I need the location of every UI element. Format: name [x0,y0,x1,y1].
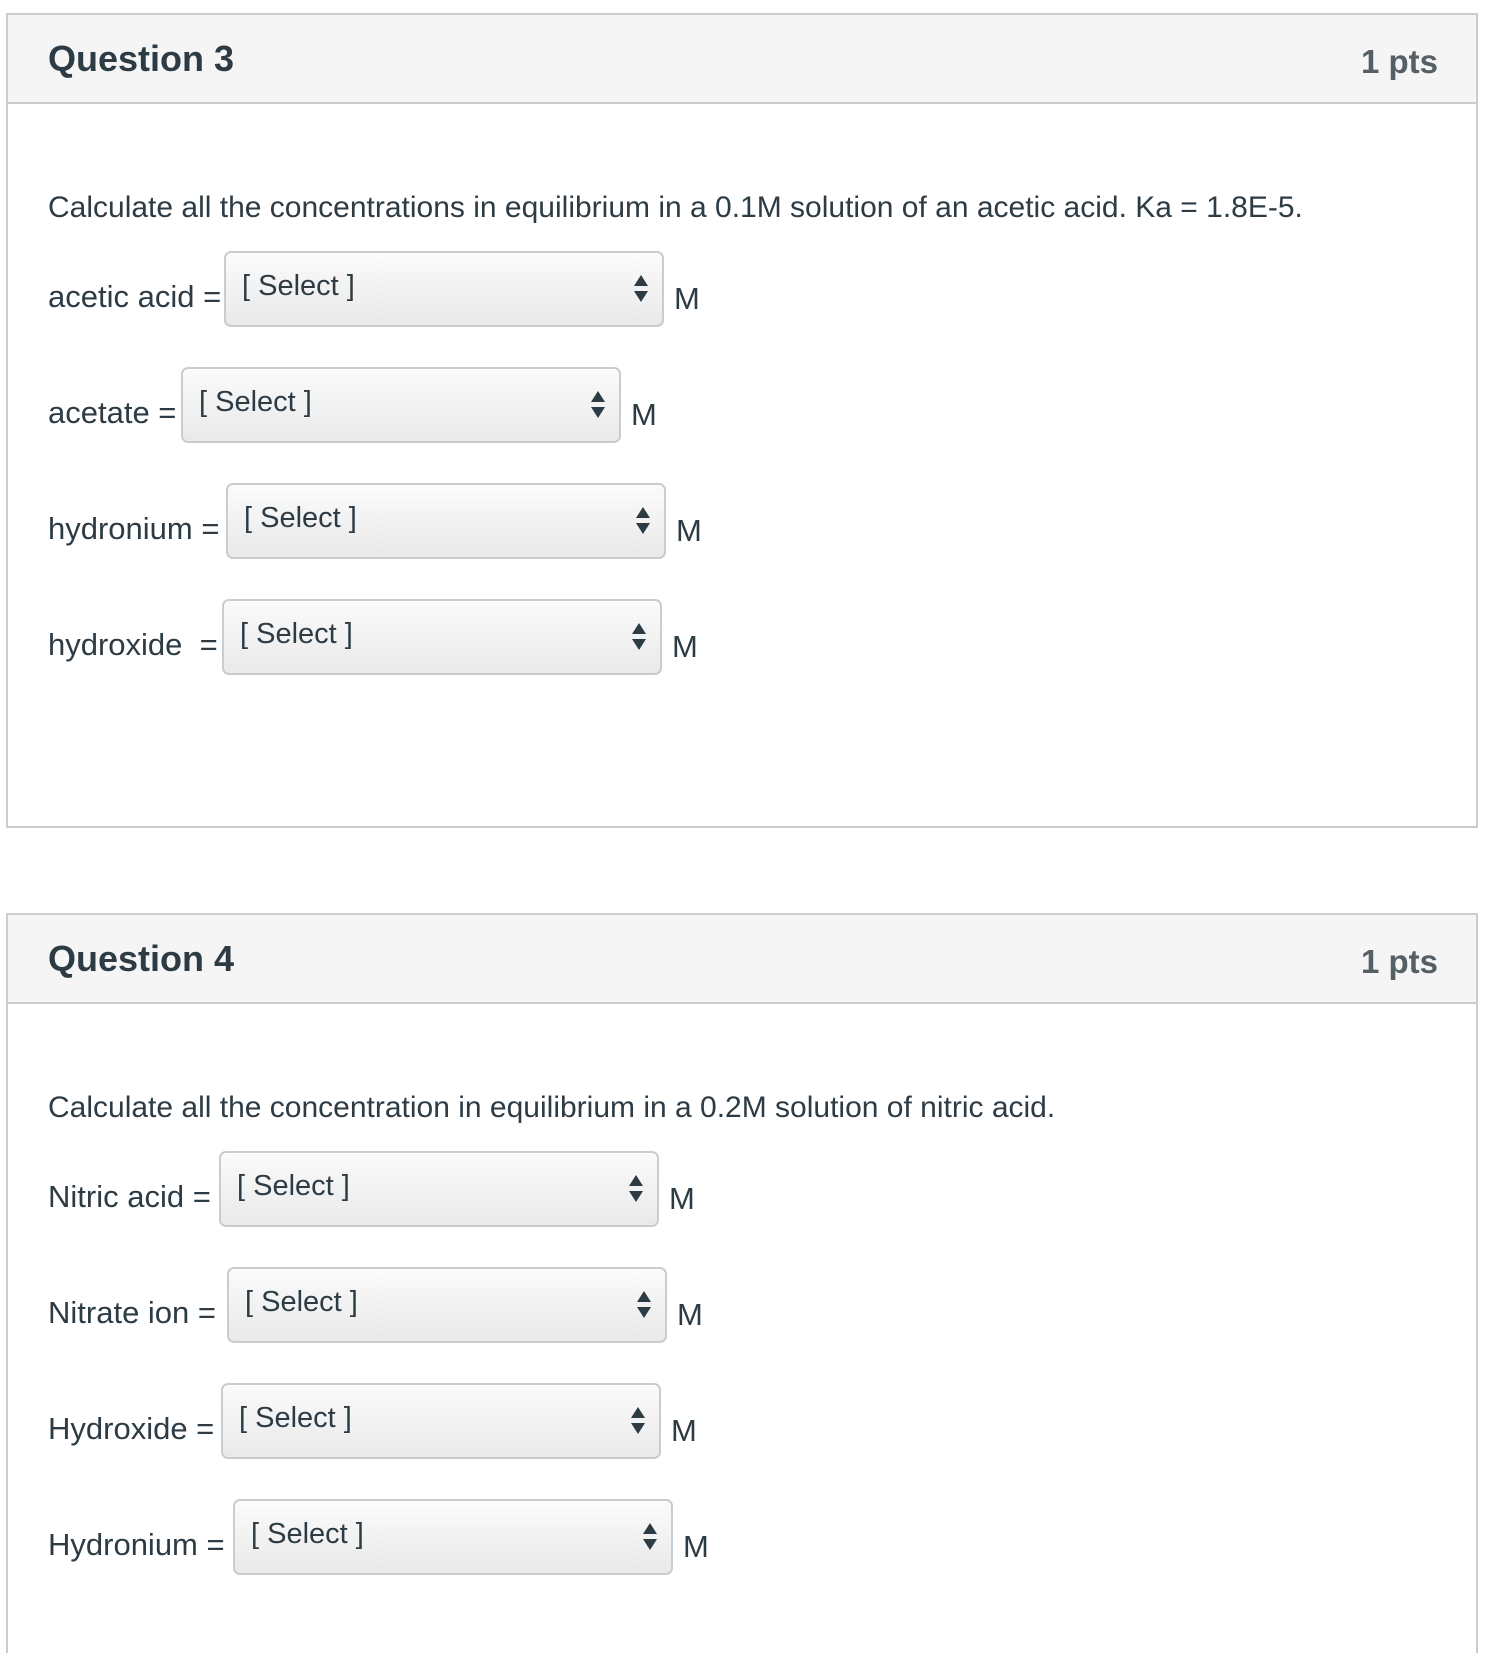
answer-select-hydronium[interactable] [226,483,666,559]
question-title: Question 3 [48,38,235,79]
up-down-arrows-icon [629,1175,643,1205]
up-down-arrows-icon [637,1291,651,1321]
unit-label: M [677,1297,703,1332]
up-down-arrows-icon [631,1407,645,1437]
select-value: [ Select ] [239,1402,352,1434]
answer-label: Nitric acid = [48,1179,211,1214]
question-4-card [6,913,1478,1653]
answer-label: Hydroxide = [48,1411,215,1446]
select-value: [ Select ] [251,1518,364,1550]
answer-row-nitrate-ion [48,1267,748,1345]
unit-label: M [672,629,698,664]
answer-select-nitrate-ion[interactable] [227,1267,667,1343]
select-value: [ Select ] [244,502,357,534]
select-value: [ Select ] [237,1170,350,1202]
up-down-arrows-icon [591,391,605,421]
unit-label: M [683,1529,709,1564]
question-title: Question 4 [48,938,235,979]
select-value: [ Select ] [240,618,353,650]
unit-label: M [631,397,657,432]
up-down-arrows-icon [632,623,646,653]
answer-label: Hydronium = [48,1527,225,1562]
unit-label: M [671,1413,697,1448]
answer-row-hydronium [48,1499,748,1577]
answer-row-hydronium [48,483,748,561]
answer-select-hydroxide[interactable] [222,599,662,675]
answer-select-nitric-acid[interactable] [219,1151,659,1227]
question-3-card [6,13,1478,828]
up-down-arrows-icon [634,275,648,305]
answer-label: hydronium = [48,511,220,546]
question-header [8,915,1476,1004]
answer-label: acetate = [48,395,177,430]
answer-select-hydronium[interactable] [233,1499,673,1575]
answer-label: acetic acid = [48,279,222,314]
answer-select-acetate[interactable] [181,367,621,443]
question-prompt: Calculate all the concentrations in equilibrium in a 0.1M solution of an acetic acid. Ka = 1.8E-5. [48,191,1303,224]
up-down-arrows-icon [643,1523,657,1553]
answer-row-nitric-acid [48,1151,748,1229]
select-value: [ Select ] [242,270,355,302]
question-points: 1 pts [1360,943,1438,980]
select-value: [ Select ] [245,1286,358,1318]
answer-row-acetic-acid [48,251,748,329]
up-down-arrows-icon [636,507,650,537]
answer-label: hydroxide = [48,627,218,662]
question-header [8,15,1476,104]
question-prompt: Calculate all the concentration in equilibrium in a 0.2M solution of nitric acid. [48,1091,1056,1124]
answer-row-hydroxide [48,1383,748,1461]
select-value: [ Select ] [199,386,312,418]
answer-row-acetate [48,367,748,445]
question-points: 1 pts [1360,43,1438,80]
unit-label: M [676,513,702,548]
unit-label: M [674,281,700,316]
answer-select-acetic-acid[interactable] [224,251,664,327]
answer-row-hydroxide [48,599,748,677]
unit-label: M [669,1181,695,1216]
answer-label: Nitrate ion = [48,1295,217,1330]
answer-select-hydroxide[interactable] [221,1383,661,1459]
